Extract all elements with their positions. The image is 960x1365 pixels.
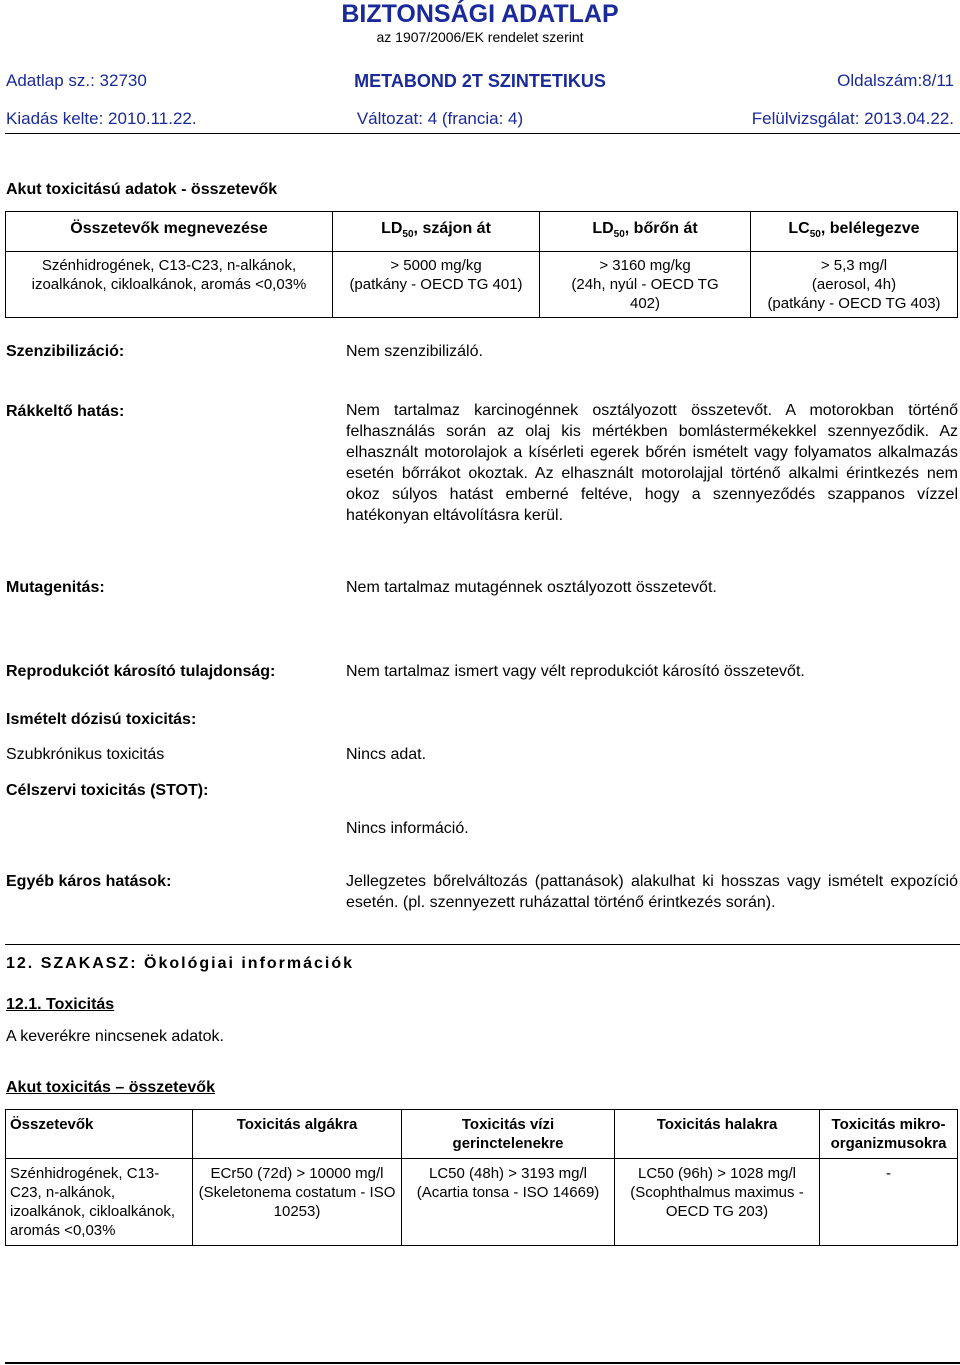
section12-heading: 12. SZAKASZ: Ökológiai információk <box>6 955 355 972</box>
issue-date: Kiadás kelte: 2010.11.22. <box>6 109 197 128</box>
reproductive-label: Reprodukciót károsító tulajdonság: <box>6 663 276 680</box>
subchronic-value: Nincs adat. <box>346 746 427 763</box>
reproductive-value: Nem tartalmaz ismert vagy vélt reprodukciót károsító összetevőt. <box>346 663 805 680</box>
fish-value: LC50 (96h) > 1028 mg/l (Scophthalmus maximus - OECD TG 203) <box>615 1159 820 1246</box>
col-microorganisms: Toxicitás mikro-organizmusokra <box>820 1110 958 1159</box>
version: Változat: 4 (francia: 4) <box>356 109 524 128</box>
repeated-dose-label: Ismételt dózisú toxicitás: <box>6 711 197 728</box>
subchronic-label: Szubkrónikus toxicitás <box>6 746 165 763</box>
acute-toxicity-heading: Akut toxicitású adatok - összetevők <box>6 181 278 198</box>
col-components: Összetevők <box>6 1110 193 1159</box>
col-dermal: $LD_{50}$, bőrőn át <box>540 212 751 252</box>
revision-date: Felülvizsgálat: 2013.04.22. <box>751 109 954 128</box>
table-header-row <box>6 1110 958 1159</box>
col-name: Összetevők megnevezése <box>6 212 333 252</box>
sensitization-label: Szenzibilizáció: <box>6 343 125 360</box>
page-number: Oldalszám:8/11 <box>837 71 954 90</box>
component-name: Szénhidrogének, C13-C23, n-alkánok, izoalkánok, cikloalkánok, aromás <0,03% <box>6 252 333 318</box>
other-effects-value: Jellegzetes bőrelváltozás (pattanások) alakulhat ki hosszas vagy ismételt expozíció esetén. (pl. szennyezett ruházattal történő érintkezés során). <box>346 873 958 911</box>
microorganisms-value: - <box>820 1159 958 1246</box>
footer-divider <box>5 1362 960 1364</box>
eco-acute-heading: Akut toxicitás – összetevők <box>6 1079 215 1096</box>
col-inhal: $LC_{50}$, belélegezve <box>751 212 958 252</box>
algae-value: ECr50 (72d) > 10000 mg/l (Skeletonema costatum - ISO 10253) <box>193 1159 402 1246</box>
col-oral: $LD_{50}$, szájon át <box>333 212 540 252</box>
oral-value: > 5000 mg/kg (patkány - OECD TG 401) <box>333 252 540 318</box>
col-algae: Toxicitás algákra <box>193 1110 402 1159</box>
component-name: Szénhidrogének, C13-C23, n-alkánok, izoalkánok, cikloalkánok, aromás <0,03% <box>6 1159 193 1246</box>
eco-toxicity-table <box>5 1109 958 1246</box>
table-header-row <box>6 212 958 252</box>
carcinogenicity-value: Nem tartalmaz karcinogénnek osztályozott összetevőt. A motorokban történő felhasználás során az olaj kis mértékben bomlástermékekkel szennyeződik. Az elhasznált motorolajok a kísérleti egerek bőrén ismételt vagy folyamatos alkalmazás esetén bőrrákot okoztak. Az elhasznált motorolajjal történő alkalmi érintkezés nem okoz súlyos hatást emberné feltéve, hogy a szennyeződés szappanos vízzel hatékonyan eltávolításra kerül. <box>346 402 958 524</box>
document-subtitle: az 1907/2006/EK rendelet szerint <box>376 29 584 45</box>
col-fish: Toxicitás halakra <box>615 1110 820 1159</box>
section-divider <box>5 944 960 945</box>
header-divider <box>5 133 960 134</box>
acute-toxicity-table <box>5 211 958 318</box>
sheet-number: Adatlap sz.: 32730 <box>6 71 147 90</box>
stot-value: Nincs információ. <box>346 820 469 837</box>
inhal-value: > 5,3 mg/l (aerosol, 4h) (patkány - OECD TG 403) <box>751 252 958 318</box>
stot-label: Célszervi toxicitás (STOT): <box>6 782 209 799</box>
sensitization-value: Nem szenzibilizáló. <box>346 343 483 360</box>
mutagenicity-value: Nem tartalmaz mutagénnek osztályozott összetevőt. <box>346 579 717 596</box>
col-invertebrates: Toxicitás vízi gerinctelenekre <box>402 1110 615 1159</box>
toxicity-subheading: 12.1. Toxicitás <box>6 996 115 1013</box>
table-row <box>6 1159 958 1246</box>
table-row <box>6 252 958 318</box>
document-title: BIZTONSÁGI ADATLAP <box>341 0 619 28</box>
mutagenicity-label: Mutagenitás: <box>6 579 105 596</box>
carcinogenicity-label: Rákkeltő hatás: <box>6 403 125 420</box>
mixture-note: A keverékre nincsenek adatok. <box>6 1028 224 1045</box>
other-effects-label: Egyéb káros hatások: <box>6 873 172 890</box>
dermal-value: > 3160 mg/kg (24h, nyúl - OECD TG 402) <box>540 252 751 318</box>
invertebrates-value: LC50 (48h) > 3193 mg/l (Acartia tonsa - ISO 14669) <box>402 1159 615 1246</box>
product-name: METABOND 2T SZINTETIKUS <box>354 71 606 91</box>
